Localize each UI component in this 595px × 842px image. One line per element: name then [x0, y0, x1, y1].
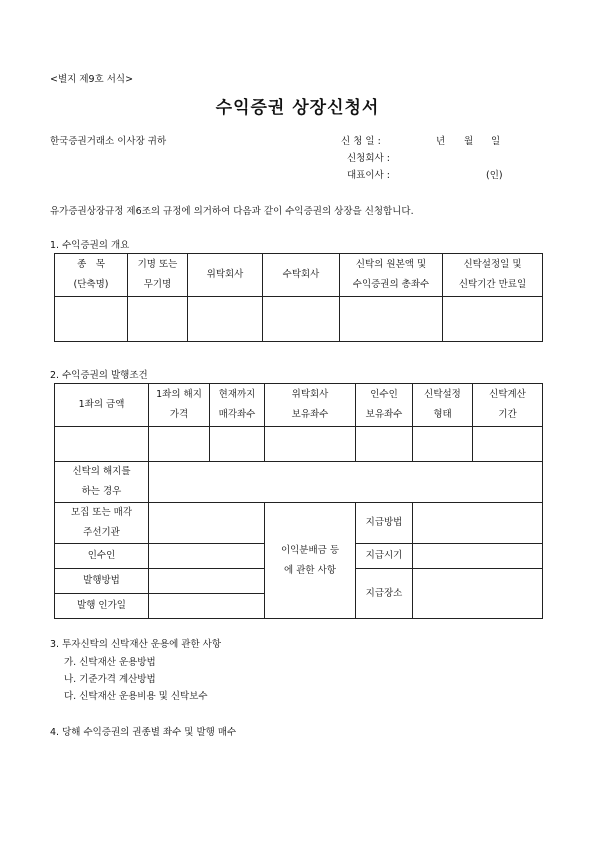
month-label: 월 — [464, 136, 474, 147]
section1-heading: 1. 수익증권의 개요 — [50, 240, 130, 251]
year-label: 년 — [436, 136, 446, 147]
input-cell[interactable] — [340, 297, 443, 342]
input-cell[interactable] — [149, 544, 265, 569]
section3-item: 나. 기준가격 계산방법 — [64, 674, 156, 685]
input-cell[interactable] — [149, 462, 543, 503]
pay-place-label: 지급장소 — [356, 569, 413, 619]
col-units-sold: 현재까지 매각좌수 — [210, 384, 265, 427]
col-trustor-held: 위탁회사 보유좌수 — [265, 384, 356, 427]
input-cell[interactable] — [128, 297, 188, 342]
col-redemption-price: 1좌의 해지 가격 — [149, 384, 210, 427]
col-registered-type: 기명 또는 무기명 — [128, 254, 188, 297]
input-cell[interactable] — [55, 297, 128, 342]
input-cell[interactable] — [188, 297, 263, 342]
input-cell[interactable] — [149, 594, 265, 619]
overview-table — [54, 253, 543, 342]
col-trust-form: 신탁설정 형태 — [413, 384, 473, 427]
col-trustor-company: 위탁회사 — [188, 254, 263, 297]
underwriter-label: 인수인 — [55, 544, 149, 569]
issue-approval-date-label: 발행 인가일 — [55, 594, 149, 619]
intro-text: 유가증권상장규정 제6조의 규정에 의거하여 다음과 같이 수익증권의 상장을 신청합니다. — [50, 206, 414, 217]
input-cell[interactable] — [263, 297, 340, 342]
section2-heading: 2. 수익증권의 발행조건 — [50, 370, 148, 381]
pay-time-label: 지급시기 — [356, 544, 413, 569]
input-cell[interactable] — [149, 427, 210, 462]
col-item-name: 종 목 (단축명) — [55, 254, 128, 297]
profit-distribution-label: 이익분배금 등 에 관한 사항 — [265, 503, 356, 619]
col-calc-period: 신탁계산 기간 — [473, 384, 543, 427]
col-unit-amount: 1좌의 금액 — [55, 384, 149, 427]
input-cell[interactable] — [149, 569, 265, 594]
form-number-label: <별지 제9호 서식> — [50, 74, 134, 85]
input-cell[interactable] — [55, 427, 149, 462]
section3-item: 다. 신탁재산 운용비용 및 신탁보수 — [64, 691, 208, 702]
input-cell[interactable] — [356, 427, 413, 462]
company-label: 신청회사 : — [347, 153, 390, 164]
col-underwriter-held: 인수인 보유좌수 — [356, 384, 413, 427]
section3-item: 가. 신탁재산 운용방법 — [64, 657, 156, 668]
seal-mark: (인) — [486, 170, 503, 181]
issue-conditions-table — [54, 383, 543, 619]
input-cell[interactable] — [149, 503, 265, 544]
input-cell[interactable] — [443, 297, 543, 342]
col-trust-dates: 신탁설정일 및 신탁기간 만료일 — [443, 254, 543, 297]
day-label: 일 — [491, 136, 501, 147]
date-label: 신 청 일 : — [341, 136, 381, 147]
input-cell[interactable] — [413, 427, 473, 462]
pay-method-label: 지급방법 — [356, 503, 413, 544]
input-cell[interactable] — [473, 427, 543, 462]
col-trustee-company: 수탁회사 — [263, 254, 340, 297]
input-cell[interactable] — [210, 427, 265, 462]
issue-method-label: 발행방법 — [55, 569, 149, 594]
col-principal-amount: 신탁의 원본액 및 수익증권의 총좌수 — [340, 254, 443, 297]
input-cell[interactable] — [265, 427, 356, 462]
addressee: 한국증권거래소 이사장 귀하 — [50, 136, 167, 147]
section3-heading: 3. 투자신탁의 신탁재산 운용에 관한 사항 — [50, 639, 221, 650]
section4-heading: 4. 당해 수익증권의 권종별 좌수 및 발행 매수 — [50, 727, 237, 738]
representative-label: 대표이사 : — [347, 170, 390, 181]
offer-agent-label: 모집 또는 매각 주선기관 — [55, 503, 149, 544]
input-cell[interactable] — [413, 544, 543, 569]
input-cell[interactable] — [413, 569, 543, 619]
page-title: 수익증권 상장신청서 — [215, 98, 380, 118]
input-cell[interactable] — [413, 503, 543, 544]
termination-label: 신탁의 해지를 하는 경우 — [55, 462, 149, 503]
